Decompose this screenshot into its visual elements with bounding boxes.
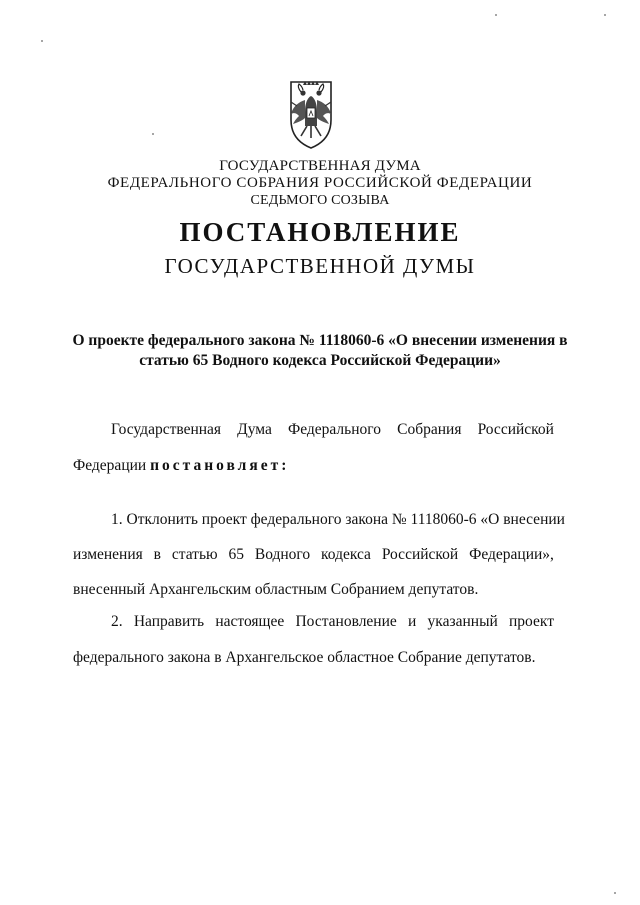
document-title: ПОСТАНОВЛЕНИЕ [179,217,461,247]
org-line-convocation: СЕДЬМОГО СОЗЫВА [250,193,390,208]
bill-heading-line-2: статью 65 Водного кодекса Российской Федерации» [139,352,501,369]
scan-speck [152,133,154,135]
preamble-line-1 [111,420,554,440]
preamble-word: Российской [477,421,554,438]
preamble-word: Государственная [111,421,222,438]
item-2-line-1 [111,612,554,632]
scan-speck [41,40,43,42]
item-2-word: указанный [427,613,498,630]
item-2-word: и [408,613,417,630]
item-2-word: Направить [133,613,205,630]
preamble-word: Федерального [287,421,382,438]
item-1-word: изменения [73,546,143,563]
item-1-line-3: внесенный Архангельским областным Собранием депутатов. [73,581,479,598]
item-1-word: Российской [381,546,459,563]
preamble-word: Собрания [397,421,462,438]
item-1-line-1: 1. Отклонить проект федерального закона № 1118060-6 «О внесении [111,511,565,528]
document-subtitle: ГОСУДАРСТВЕННОЙ ДУМЫ [164,254,476,278]
decree-word: постановляет: [150,457,290,474]
scan-speck [614,892,616,894]
item-2-line-2: федерального закона в Архангельское областное Собрание депутатов. [73,649,536,666]
item-1-line-2 [73,545,554,565]
item-1-word: Водного [254,546,311,563]
scan-speck [604,14,606,16]
org-line-duma: ГОСУДАРСТВЕННАЯ ДУМА [219,158,421,174]
item-1-word: в [153,546,161,563]
preamble-line-2 [73,456,289,476]
org-line-federal-assembly: ФЕДЕРАЛЬНОГО СОБРАНИЯ РОССИЙСКОЙ ФЕДЕРАЦИИ [107,175,533,191]
item-1-word: кодекса [321,546,371,563]
preamble-word: Федерации [73,457,147,474]
item-2-word: проект [509,613,554,630]
russian-coat-of-arms-icon [279,76,343,152]
item-1-word: 65 [228,546,244,563]
scan-speck [495,14,497,16]
item-1-word: статью [171,546,218,563]
preamble-word: Дума [237,421,272,438]
item-1-word: Федерации», [469,546,554,563]
item-2-word: Постановление [295,613,397,630]
item-2-word: 2. [111,613,123,630]
item-2-word: настоящее [215,613,285,630]
bill-heading-line-1: О проекте федерального закона № 1118060-6 «О внесении изменения в [72,332,568,349]
